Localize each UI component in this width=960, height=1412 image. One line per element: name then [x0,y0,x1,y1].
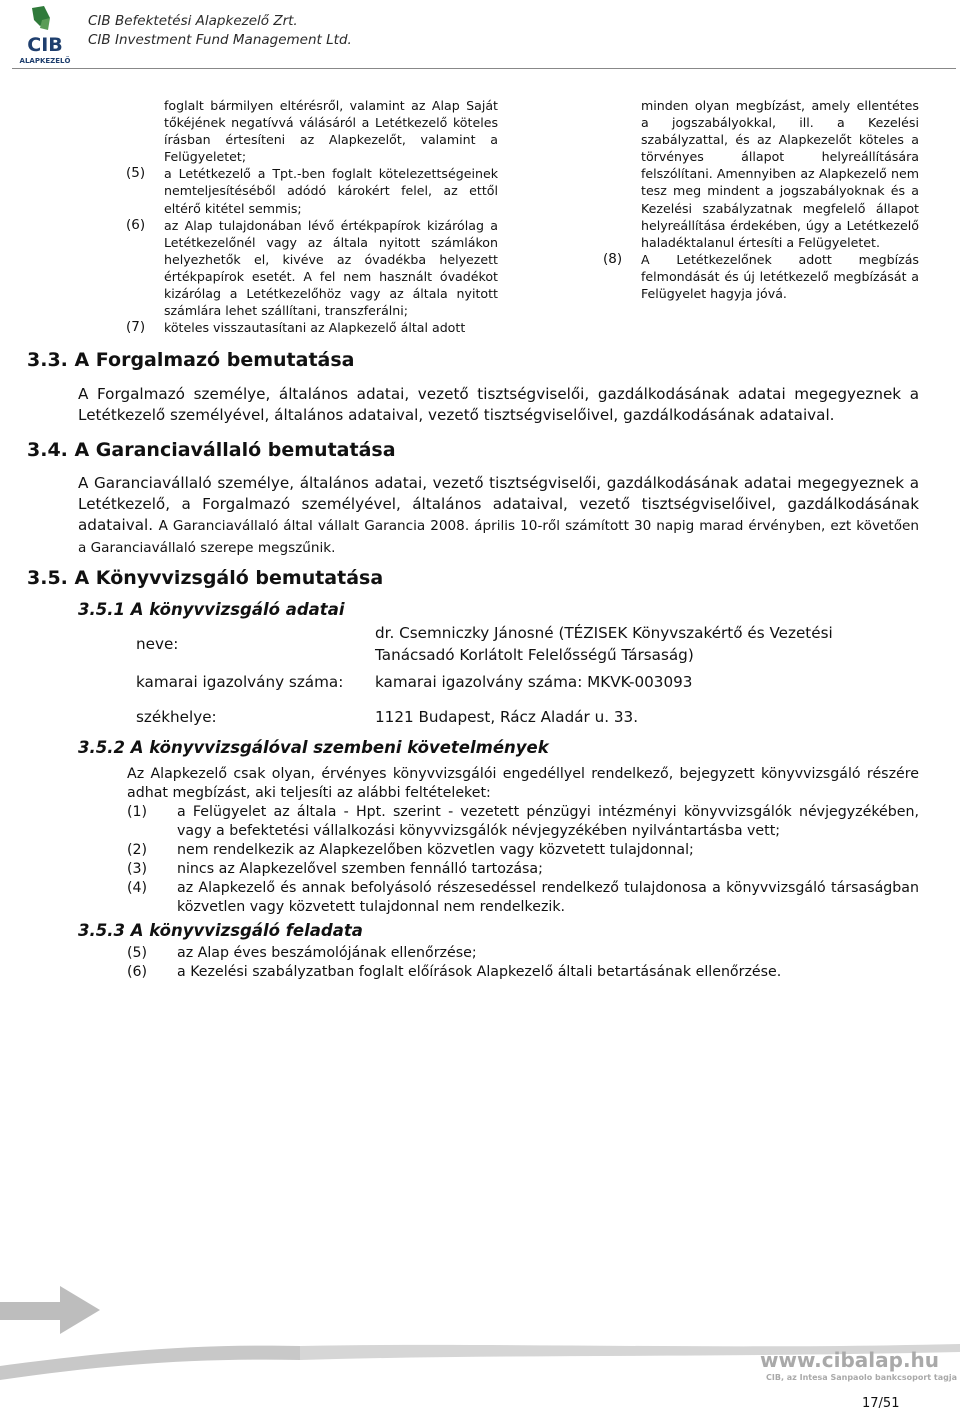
page-number: 17/51 [862,1396,900,1411]
item-text: A Letétkezelőnek adott megbízás felmondását és új letétkezelő megbízását a Felügyelet hagyja jóvá. [641,251,919,302]
footer-tagline: CIB, az Intesa Sanpaolo bankcsoport tagja [766,1373,957,1382]
task-item [127,963,919,982]
right-intro: minden olyan megbízást, amely ellentétes a jogszabályokkal, ill. a Kezelési szabályzattal, és az Alapkezelőt köteles a törvényes állapot helyreállítására felszólítani. Amennyiben az Alapkezelő nem tesz meg mindent a jogszabályoknak és a Kezelési szabályzatnak megfelelő állapot helyreállítása érdekében, úgy a Letétkezelő haladéktalanul értesíti a Felügyeletet. [641,98,919,250]
cib-logo [14,4,76,66]
task-item [127,944,919,963]
logo-subtext: ALAPKEZELŐ [19,57,71,65]
right-column [603,97,919,302]
item-text: a Felügyelet az általa - Hpt. szerint - vezetett pénzügyi intézményi könyvvizsgálók névjegyzékében, vagy a befektetési vállalkozási könyvvizsgálók névjegyzékében nyilvántartásba vett; [177,804,919,839]
subheading-3-5-1: 3.5.1 A könyvvizsgáló adatai [78,600,345,619]
item-text: a Letétkezelő a Tpt.-ben foglalt kötelezettségeinek nemteljesítéséből adódó károkért felel, az ettől eltérő kitétel semmis; [164,166,498,216]
section-heading-3-4: 3.4. A Garanciavállaló bemutatása [27,439,396,461]
item-number: (7) [126,319,146,336]
item-text: nem rendelkezik az Alapkezelőben közvetlen vagy közvetett tulajdonnal; [177,842,694,858]
header-company-hu: CIB Befektetési Alapkezelő Zrt. [88,13,298,29]
section-heading-3-5: 3.5. A Könyvvizsgáló bemutatása [27,567,384,589]
item-number: (6) [126,216,146,233]
auditor-address-label: székhelye: [136,708,217,726]
logo-text: CIB [27,34,63,56]
item-number: (3) [127,861,148,877]
item-text: az Alapkezelő és annak befolyásoló részesedéssel rendelkező tulajdonosa a könyvvizsgáló társaságban közvetlen vagy közvetett tulajdonnal nem rendelkezik. [177,880,919,915]
item-text: köteles visszautasítani az Alapkezelő által adott [164,320,466,336]
garancia-text: A Garanciavállaló személye, általános adatai, vezető tisztségviselői, gazdálkodásának adatai megegyeznek a Letétkezelő, a Forgalmazó személyével, általános adataival, vezető tisztségviselőivel, gazdálkodásának adataival. [78,474,919,534]
item-number: (2) [127,842,148,858]
subheading-3-5-2: 3.5.2 A könyvvizsgálóval szembeni követelmények [78,738,549,757]
left-item-5 [126,165,498,216]
auditor-address-value: 1121 Budapest, Rácz Aladár u. 33. [375,708,639,726]
left-item-6 [126,216,498,320]
auditor-requirements [127,765,919,917]
right-item-8 [603,250,919,302]
auditor-id-label: kamarai igazolvány száma: [136,673,344,691]
requirements-intro: Az Alapkezelő csak olyan, érvényes könyvvizsgálói engedéllyel rendelkező, bejegyzett könyvvizsgáló részére adhat megbízást, aki teljesíti az alábbi feltételeket: [127,766,919,801]
left-item-7 [126,319,498,336]
garancia-validity-text: A Garanciavállaló által vállalt Garancia 2008. április 10-ről számított 30 napig marad érvényben, ezt követően a Garanciavállaló szerepe megszűnik. [78,518,919,556]
subheading-3-5-3: 3.5.3 A könyvvizsgáló feladata [78,921,363,940]
left-intro: foglalt bármilyen eltérésről, valamint az Alap Saját tőkéjének negatívvá válásáról a Letétkezelő köteles írásban értesíteni az Alapkezelőt, valamint a Felügyeletet; [164,98,498,165]
requirement-item [127,841,919,860]
item-text: az Alap éves beszámolójának ellenőrzése; [177,945,477,961]
section-text-3-3: A Forgalmazó személye, általános adatai, vezető tisztségviselői, gazdálkodásának adatai megegyeznek a Letétkezelő személyével, általános adataival, vezető tisztségviselőivel, gazdálkodásának adataival. [78,385,919,424]
footer-website[interactable]: www.cibalap.hu [760,1348,940,1372]
left-column [126,97,498,336]
auditor-name-label: neve: [136,635,179,653]
auditor-tasks [127,944,919,982]
item-number: (5) [127,945,148,961]
auditor-name-value: dr. Csemniczky Jánosné (TÉZISEK Könyvszakértő és Vezetési Tanácsadó Korlátolt Felelősségű Társaság) [375,624,833,664]
requirement-item [127,860,919,879]
header-company-en: CIB Investment Fund Management Ltd. [88,32,352,48]
section-text-3-4 [78,473,919,559]
item-text: a Kezelési szabályzatban foglalt előírások Alapkezelő általi betartásának ellenőrzése. [177,964,782,980]
item-number: (1) [127,804,148,820]
auditor-id-value: kamarai igazolvány száma: MKVK-003093 [375,673,693,691]
item-number: (5) [126,165,146,182]
item-text: az Alap tulajdonában lévő értékpapírok kizárólag a Letétkezelőnél vagy az általa nyitott számlákon helyezhetők el, kivéve az óvadékba helyezett értékpapírok esetét. A fel nem használt óvadékot kizárólag a Letétkezelőhöz vagy az általa nyitott számlára lehet szállítani, transzferálni; [164,217,498,319]
requirement-item [127,803,919,841]
item-number: (8) [603,250,623,267]
header-divider [12,68,956,69]
requirement-item [127,879,919,917]
item-number: (4) [127,880,148,896]
section-heading-3-3: 3.3. A Forgalmazó bemutatása [27,349,355,371]
item-text: nincs az Alapkezelővel szemben fennálló tartozása; [177,861,543,877]
item-number: (6) [127,964,148,980]
